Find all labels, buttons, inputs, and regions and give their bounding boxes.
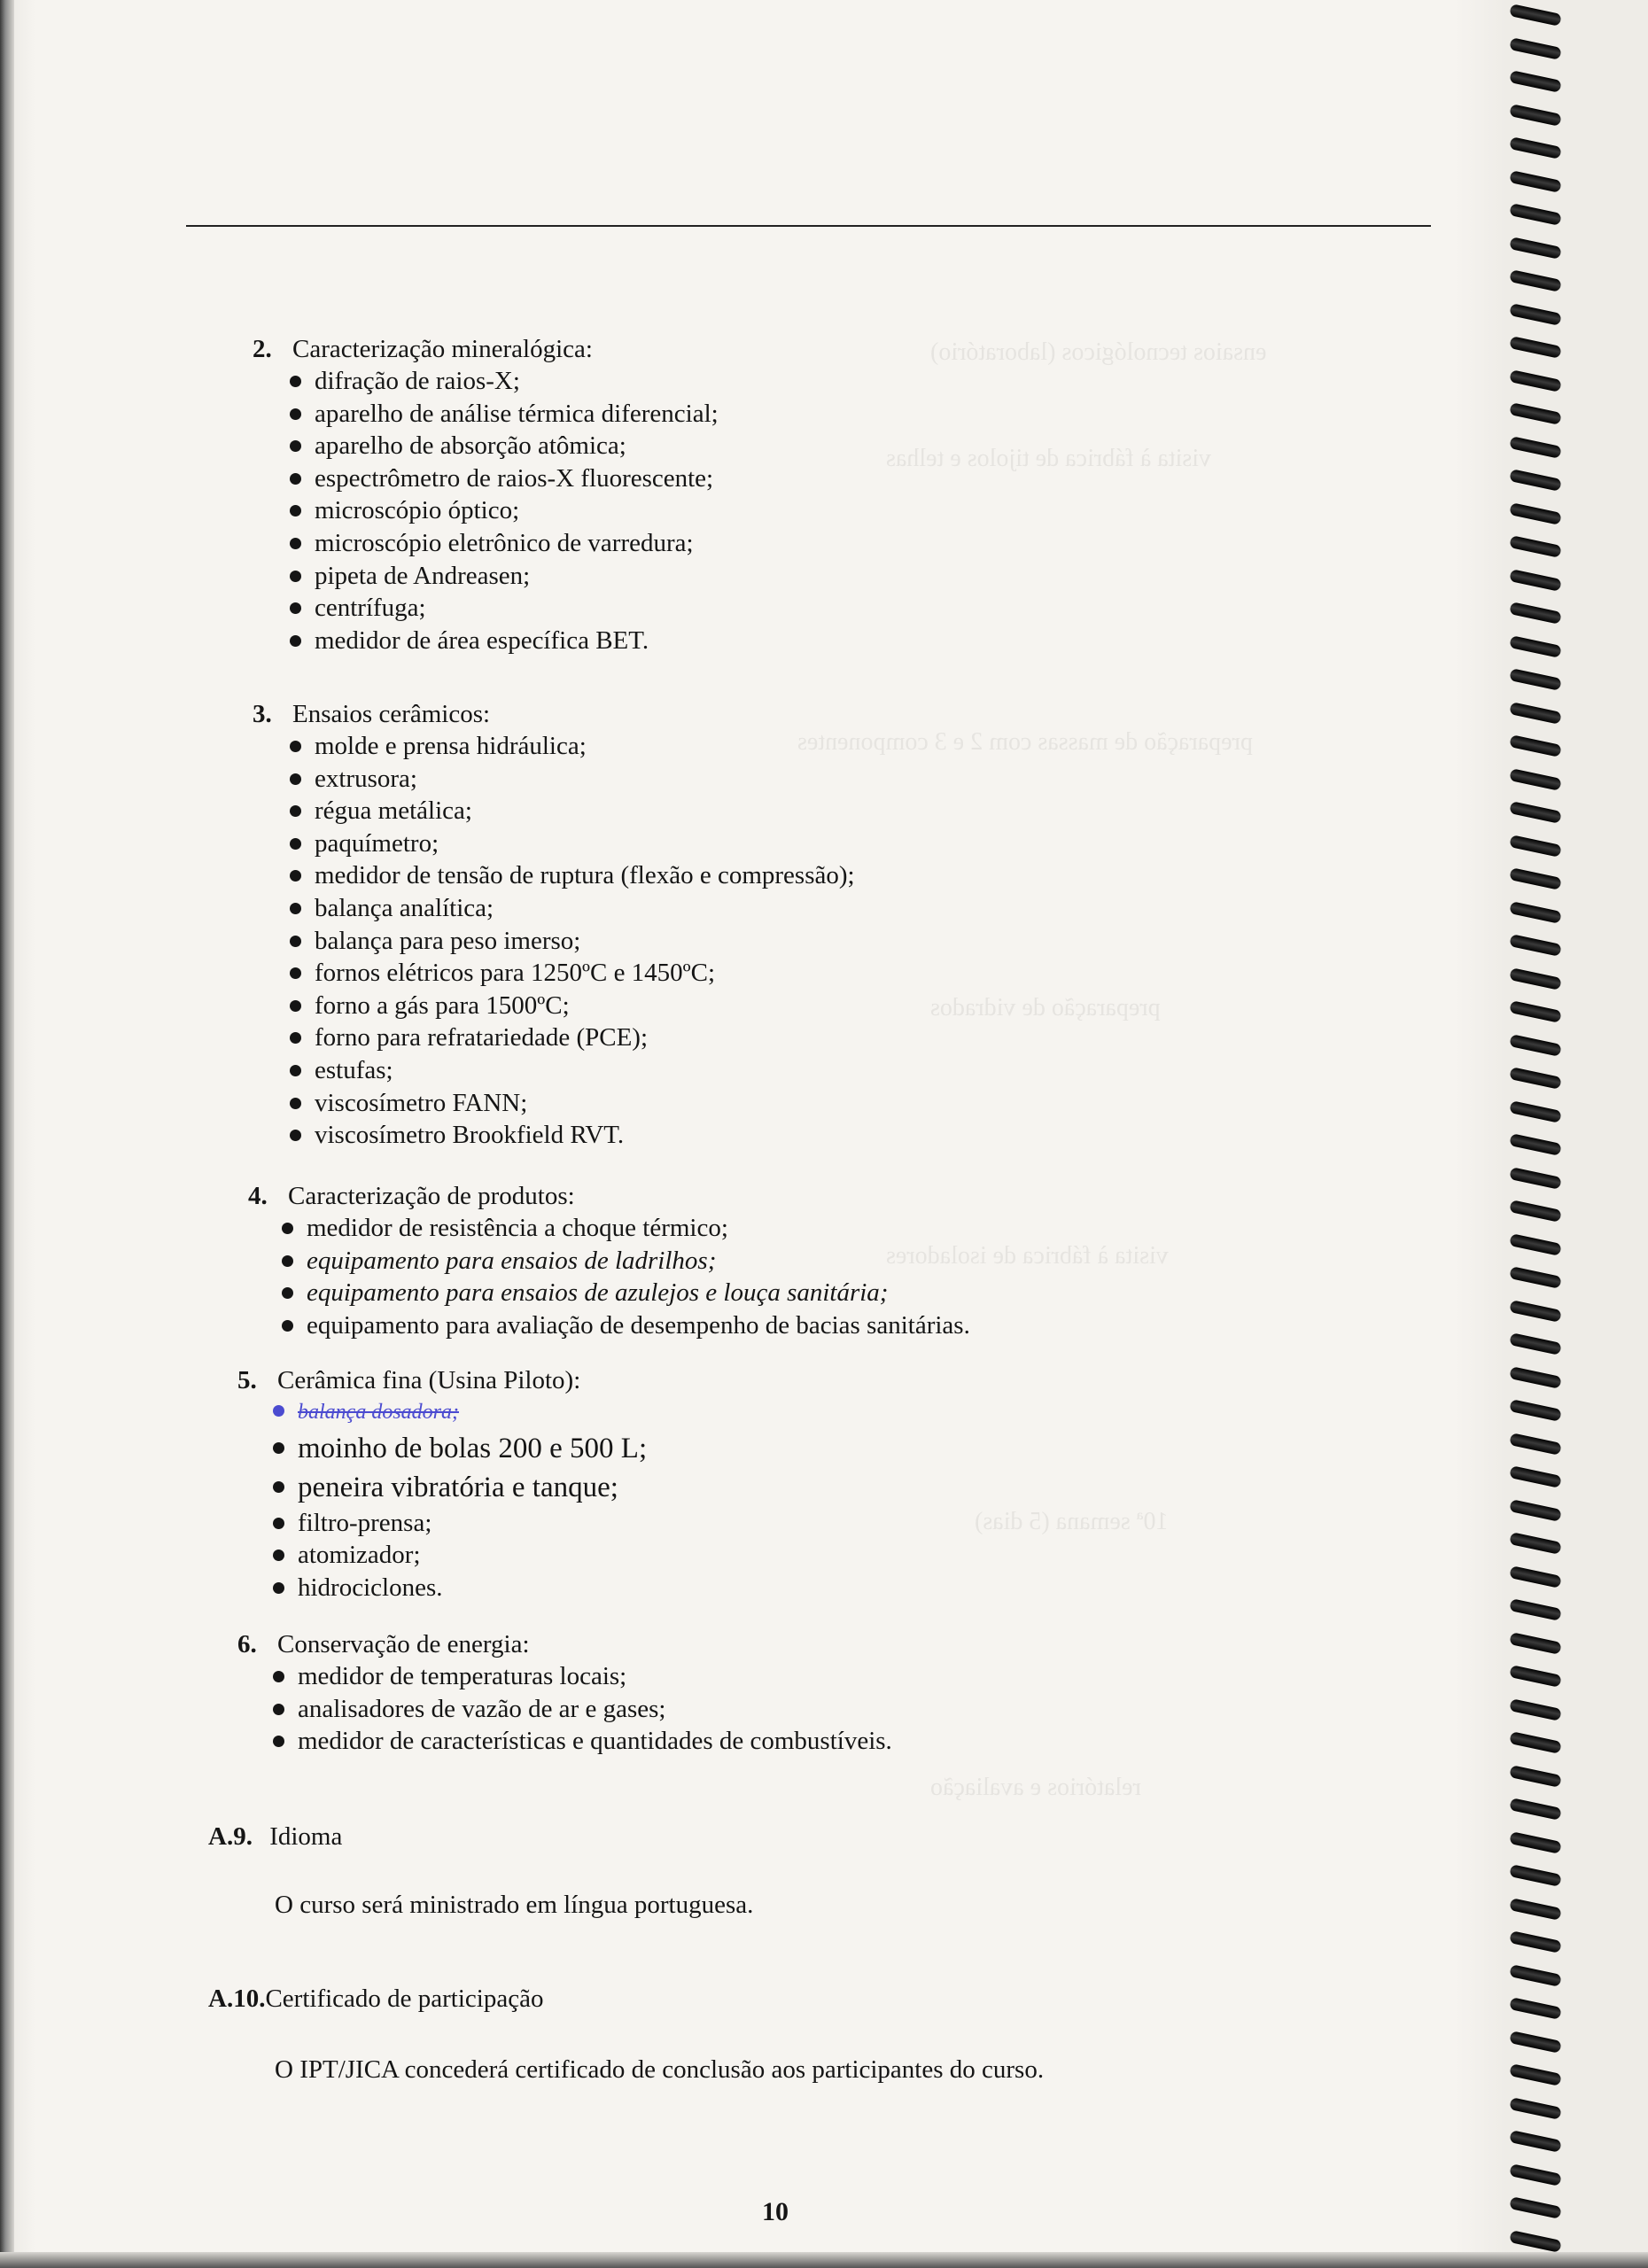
spiral-coil [1509,934,1562,957]
list-item-text: difração de raios-X; [315,367,520,395]
spiral-coil [1509,369,1562,392]
list-item-text: equipamento para ensaios de azulejos e louça sanitária; [307,1278,889,1308]
spiral-coil [1509,734,1562,757]
section-heading [237,1628,892,1660]
bullet-icon [290,408,301,420]
bullet-icon [290,505,301,517]
spiral-coil [1509,1898,1562,1921]
spiral-coil [1509,170,1562,193]
bullet-icon [273,1481,284,1493]
appendix-a9-text: O curso será ministrado em língua portuguesa. [275,1891,754,1919]
bullet-icon [290,838,301,850]
list-item [290,398,719,431]
bullet-icon [273,1582,284,1594]
bullet-icon [290,741,301,752]
spiral-coil [1509,136,1562,159]
spiral-coil [1509,1399,1562,1422]
spiral-coil [1509,2163,1562,2186]
spiral-coil [1509,1433,1562,1456]
list-item [290,990,855,1022]
list-item-text: atomizador; [298,1541,421,1570]
bullet-icon [290,538,301,549]
spiral-coil [1509,668,1562,691]
section-title: Conservação de energia: [277,1630,530,1658]
list-item [282,1277,970,1309]
bullet-icon [273,1736,284,1747]
page-left-shadow [0,0,14,2268]
spiral-coil [1509,801,1562,824]
spiral-coil [1509,1200,1562,1223]
spiral-coil [1509,1034,1562,1057]
list-item [290,592,719,625]
page-number: 10 [762,2197,789,2226]
list-item [273,1693,892,1726]
bullet-icon [282,1320,293,1332]
spiral-coil [1509,1798,1562,1821]
list-item-text: filtro-prensa; [298,1508,432,1537]
section-title: Caracterização mineralógica: [292,335,593,363]
spiral-coil [1509,4,1562,27]
list-item [282,1212,970,1245]
spiral-coil [1509,203,1562,226]
spiral-coil [1509,1499,1562,1522]
equipment-list [282,1212,970,1341]
list-item-text: viscosímetro FANN; [315,1088,528,1117]
section-ceramic-tests [253,698,855,1152]
spiral-coil [1509,2130,1562,2153]
list-item [273,1507,647,1540]
bullet-icon [290,1130,301,1141]
list-item [290,730,855,763]
spiral-coil [1509,1266,1562,1289]
equipment-list [273,1396,647,1604]
list-item [290,859,855,892]
spiral-coil [1509,1831,1562,1854]
bullet-icon [273,1671,284,1682]
spiral-coil [1509,1864,1562,1887]
spiral-coil [1509,967,1562,990]
spiral-coil [1509,2063,1562,2086]
spiral-coil [1509,835,1562,858]
list-item-text: estufas; [315,1055,393,1084]
list-item [290,1021,855,1054]
spiral-coil [1509,1000,1562,1023]
spiral-coil [1509,1100,1562,1123]
equipment-list [290,365,719,656]
section-mineralogical [253,333,719,656]
list-item-text: analisadores de vazão de ar e gases; [298,1694,666,1723]
list-item [290,795,855,827]
spiral-coil [1509,237,1562,260]
list-item [290,892,855,925]
spiral-coil [1509,1133,1562,1156]
list-item [290,494,719,527]
list-item [290,1054,855,1087]
bullet-icon [290,571,301,582]
spiral-coil [1509,867,1562,890]
list-item [290,430,719,462]
list-item-text: aparelho de análise térmica diferencial; [315,399,719,428]
spiral-coil [1509,1332,1562,1355]
list-item [290,1087,855,1120]
spiral-coil [1509,1731,1562,1754]
bullet-icon [290,376,301,387]
list-item [290,365,719,398]
appendix-a10-heading [208,1983,543,2015]
list-item [273,1396,647,1429]
list-item [290,527,719,560]
section-title: Caracterização de produtos: [288,1182,575,1210]
spiral-coil [1509,2097,1562,2120]
bullet-icon [290,1032,301,1044]
list-item [273,1660,892,1693]
spiral-coil [1509,1930,1562,1953]
list-item-text: medidor de temperaturas locais; [298,1662,627,1690]
spiral-coil [1509,535,1562,558]
appendix-a9-heading [208,1821,342,1852]
spiral-coil [1509,569,1562,592]
list-item-text: forno para refratariedade (PCE); [315,1023,648,1052]
list-item-text: centrífuga; [315,594,426,623]
list-item-text: forno a gás para 1500ºC; [315,990,570,1020]
equipment-list [290,730,855,1152]
list-item [290,925,855,958]
spiral-coil [1509,1233,1562,1256]
section-number: 3. [253,700,272,728]
spiral-coil [1509,901,1562,924]
bullet-icon [282,1255,293,1267]
spiral-coil [1509,1565,1562,1588]
list-item [273,1539,647,1572]
list-item-text: medidor de tensão de ruptura (flexão e compressão); [315,861,855,890]
bullet-icon [273,1518,284,1529]
spiral-coil [1509,602,1562,625]
list-item-text: equipamento para ensaios de ladrilhos; [307,1246,717,1275]
bullet-icon [273,1442,284,1454]
spiral-coil [1509,635,1562,658]
section-number: 4. [248,1182,268,1210]
list-item [290,957,855,990]
list-item-text: moinho de bolas 200 e 500 L; [298,1432,648,1464]
spiral-coil [1509,1698,1562,1721]
list-item-text: pipeta de Andreasen; [315,561,531,590]
section-heading [253,698,855,730]
spiral-coil [1509,402,1562,425]
list-item-text: peneira vibratória e tanque; [298,1471,618,1503]
list-item [290,560,719,593]
spiral-coil [1509,1167,1562,1190]
spiral-binding [1497,0,1648,2268]
spiral-coil [1509,336,1562,359]
section-number: 5. [237,1366,257,1394]
list-item-text: hidrociclones. [298,1573,443,1602]
list-item [282,1245,970,1278]
spiral-coil [1509,1632,1562,1655]
list-item-text: balança dosadora; [298,1401,459,1424]
appendix-a10-text: O IPT/JICA concederá certificado de conclusão aos participantes do curso. [275,2055,1045,2084]
list-item-text: espectrômetro de raios-X fluorescente; [315,463,714,493]
spiral-coil [1509,436,1562,459]
list-item-text: medidor de resistência a choque térmico; [307,1214,728,1242]
section-number: 2. [253,335,272,363]
bullet-icon [290,805,301,817]
list-item-text: aparelho de absorção atômica; [315,431,626,461]
list-item-text: microscópio óptico; [315,496,520,525]
bullet-icon [290,635,301,647]
list-item-text: viscosímetro Brookfield RVT. [315,1121,625,1150]
spiral-coil [1509,469,1562,492]
spiral-coil [1509,104,1562,127]
list-item [290,763,855,796]
spiral-coil [1509,303,1562,326]
bullet-icon [290,1098,301,1109]
list-item-text: medidor de características e quantidades de combustíveis. [298,1727,892,1756]
list-item [290,827,855,860]
section-title: Cerâmica fina (Usina Piloto): [277,1366,581,1394]
list-item [282,1309,970,1342]
list-item-text: balança para peso imerso; [315,926,581,955]
spiral-coil [1509,37,1562,60]
section-heading [248,1180,970,1212]
page-bottom-shadow [0,2252,1648,2268]
section-fine-ceramics [237,1364,647,1604]
list-item-text: balança analítica; [315,893,494,922]
spiral-coil [1509,1997,1562,2020]
header-rule [186,225,1431,227]
equipment-list [273,1660,892,1758]
bullet-icon [282,1223,293,1234]
list-item [290,462,719,495]
spiral-coil [1509,768,1562,791]
list-item [290,1119,855,1152]
list-item-text: equipamento para avaliação de desempenho de bacias sanitárias. [307,1310,970,1340]
bullet-icon [273,1550,284,1561]
spiral-coil [1509,2031,1562,2054]
spiral-coil [1509,269,1562,292]
bullet-icon [290,440,301,452]
list-item [273,1429,647,1468]
bullet-icon [290,602,301,614]
spiral-coil [1509,1366,1562,1389]
spiral-coil [1509,1765,1562,1788]
spiral-coil [1509,1300,1562,1323]
bullet-icon [273,1704,284,1715]
list-item-text: extrusora; [315,764,417,793]
list-item [273,1468,647,1507]
bullet-icon [290,1065,301,1076]
spiral-coil [1509,1532,1562,1555]
section-number: 6. [237,1630,257,1658]
list-item-text: microscópio eletrônico de varredura; [315,528,694,557]
spiral-coil [1509,702,1562,725]
spiral-coil [1509,2230,1562,2253]
list-item [273,1725,892,1758]
section-product-characterization [248,1180,970,1341]
bullet-icon [290,1000,301,1012]
bullet-icon [290,936,301,947]
spiral-coil [1509,1067,1562,1090]
section-title: Ensaios cerâmicos: [292,700,491,728]
spiral-coil [1509,1465,1562,1488]
spiral-coil [1509,1964,1562,1987]
section-energy-conservation [237,1628,892,1758]
bullet-icon [290,870,301,882]
appendix-number: A.9. [208,1822,253,1851]
appendix-title: Idioma [269,1822,343,1851]
bullet-icon [290,473,301,485]
list-item [273,1572,647,1604]
bullet-icon [282,1287,293,1299]
list-item-text: régua metálica; [315,796,472,826]
list-item-text: medidor de área específica BET. [315,625,649,655]
spiral-coil [1509,1665,1562,1688]
list-item-text: molde e prensa hidráulica; [315,732,587,760]
list-item-text: paquímetro; [315,828,439,858]
appendix-title: Certificado de participação [265,1984,544,2013]
bullet-icon [290,773,301,785]
spiral-coil [1509,1598,1562,1621]
bullet-icon [290,967,301,979]
bullet-icon [273,1405,284,1417]
list-item-text: fornos elétricos para 1250ºC e 1450ºC; [315,959,716,988]
list-item [290,625,719,657]
appendix-number: A.10. [208,1984,266,2013]
bullet-icon [290,903,301,914]
spiral-coil [1509,70,1562,93]
spiral-coil [1509,2196,1562,2219]
section-heading [253,333,719,365]
spiral-coil [1509,502,1562,525]
section-heading [237,1364,647,1396]
